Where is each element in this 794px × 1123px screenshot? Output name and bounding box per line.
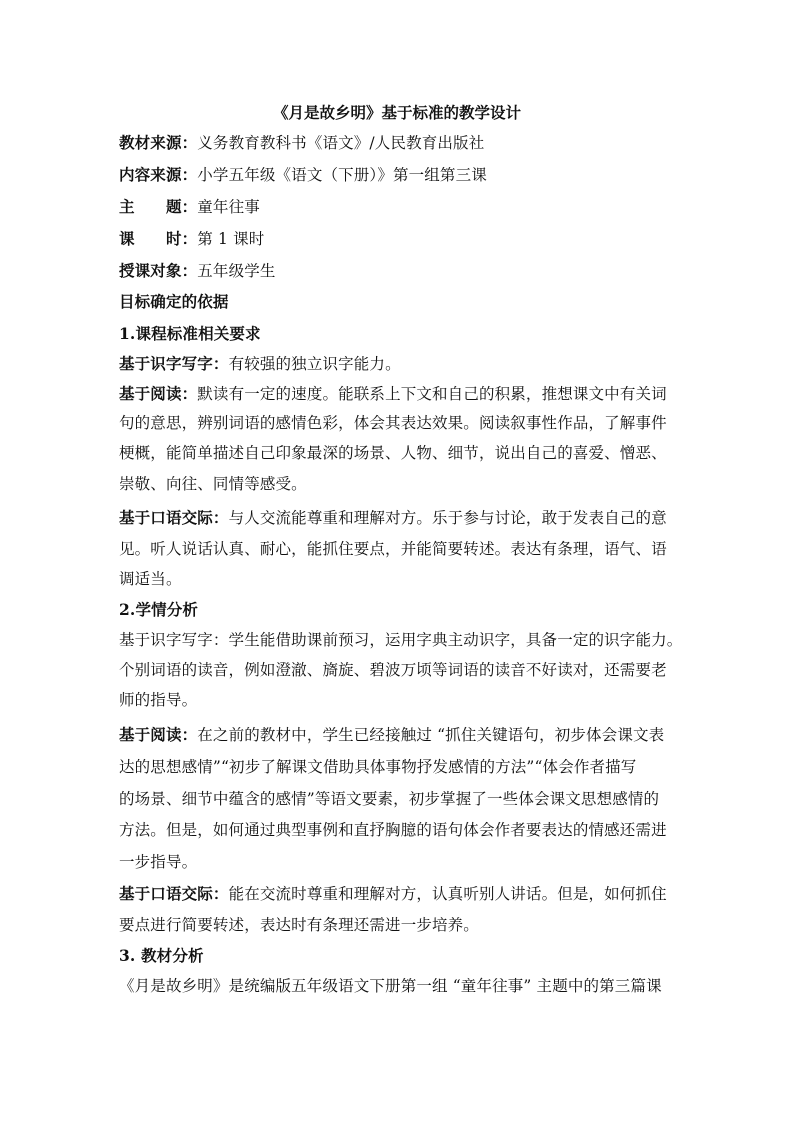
meta-audience [119, 261, 276, 281]
source-value: 义务教育教科书《语文》/人民教育出版社 [197, 134, 485, 152]
s2-reading-line-5: 一步指导。 [119, 853, 198, 871]
s1-reading-line-4: 崇敬、向往、同情等感受。 [119, 475, 307, 493]
s1-reading-line-1 [119, 384, 667, 404]
s1-oral-label: 基于口语交际： [119, 508, 229, 527]
audience-label: 授课对象： [119, 261, 198, 280]
s2-reading-line-3: 的场景、细节中蕴含的感情”等语文要素，初步掌握了一些体会课文思想感情的 [119, 790, 660, 808]
document-title: 《月是故乡明》基于标准的教学设计 [272, 103, 521, 122]
s1-oral-text: 与人交流能尊重和理解对方。乐于参与讨论，敢于发表自己的意 [228, 509, 667, 527]
s1-oral-line-2: 见。听人说话认真、耐心，能抓住要点，并能简要转述。表达有条理，语气、语 [119, 540, 667, 558]
s2-oral-text: 能在交流时尊重和理解对方，认真听别人讲话。但是，如何抓住 [228, 885, 667, 903]
s1-oral-line-1 [119, 508, 667, 528]
audience-value: 五年级学生 [197, 262, 276, 280]
s1-reading-text: 默读有一定的速度。能联系上下文和自己的积累，推想课文中有关词 [197, 385, 667, 403]
s2-literacy-line-2: 个别词语的读音，例如澄澈、旖旋、碧波万顷等词语的读音不好读对，还需要老 [119, 661, 667, 679]
section-2-heading: 2.学情分析 [119, 600, 199, 619]
content-label: 内容来源： [119, 165, 198, 184]
section-1-heading: 1.课程标准相关要求 [119, 324, 261, 343]
content-value: 小学五年级《语文（下册）》第一组第三课 [197, 166, 487, 184]
s1-oral-line-3: 调适当。 [119, 570, 182, 588]
s2-literacy-line-1: 基于识字写字：学生能借助课前预习，运用字典主动识字，具备一定的识字能力。 [119, 631, 683, 649]
s1-reading-line-2: 句的意思，辨别词语的感情色彩，体会其表达效果。阅读叙事性作品，了解事件 [119, 414, 667, 432]
meta-period [119, 229, 264, 249]
s2-reading-line-2: 达的思想感情”“初步了解课文借助具体事物抒发感情的方法”“体会作者描写 [119, 758, 637, 776]
s1-reading-line-3: 梗概，能简单描述自己印象最深的场景、人物、细节，说出自己的喜爱、憎恶、 [119, 444, 667, 462]
s2-reading-text: 在之前的教材中，学生已经接触过 “抓住关键语句，初步体会课文表 [197, 726, 665, 744]
theme-value: 童年往事 [197, 198, 260, 216]
s2-reading-line-4: 方法。但是，如何通过典型事例和直抒胸臆的语句体会作者要表达的情感还需进 [119, 821, 667, 839]
s1-literacy-label: 基于识字写字： [119, 354, 229, 373]
s1-literacy-text: 有较强的独立识字能力。 [228, 355, 401, 373]
period-value: 第 1 课时 [197, 230, 265, 248]
s2-literacy-line-3: 师的指导。 [119, 691, 198, 709]
s1-reading-label: 基于阅读： [119, 384, 198, 403]
s2-reading-label: 基于阅读： [119, 725, 198, 744]
meta-theme [119, 197, 260, 217]
s1-literacy [119, 354, 401, 374]
theme-label: 主 题： [119, 197, 198, 216]
basis-heading: 目标确定的依据 [119, 292, 229, 311]
source-label: 教材来源： [119, 133, 198, 152]
s2-reading-line-1 [119, 725, 664, 745]
section-3-heading: 3. 教材分析 [119, 946, 204, 965]
meta-content [119, 165, 487, 185]
s2-oral-line-1 [119, 884, 667, 904]
meta-source [119, 133, 484, 153]
period-label: 课 时： [119, 229, 198, 248]
s2-oral-label: 基于口语交际： [119, 884, 229, 903]
s2-oral-line-2: 要点进行简要转述，表达时有条理还需进一步培养。 [119, 916, 479, 934]
s3-line-1: 《月是故乡明》是统编版五年级语文下册第一组 “童年往事” 主题中的第三篇课 [119, 977, 662, 995]
